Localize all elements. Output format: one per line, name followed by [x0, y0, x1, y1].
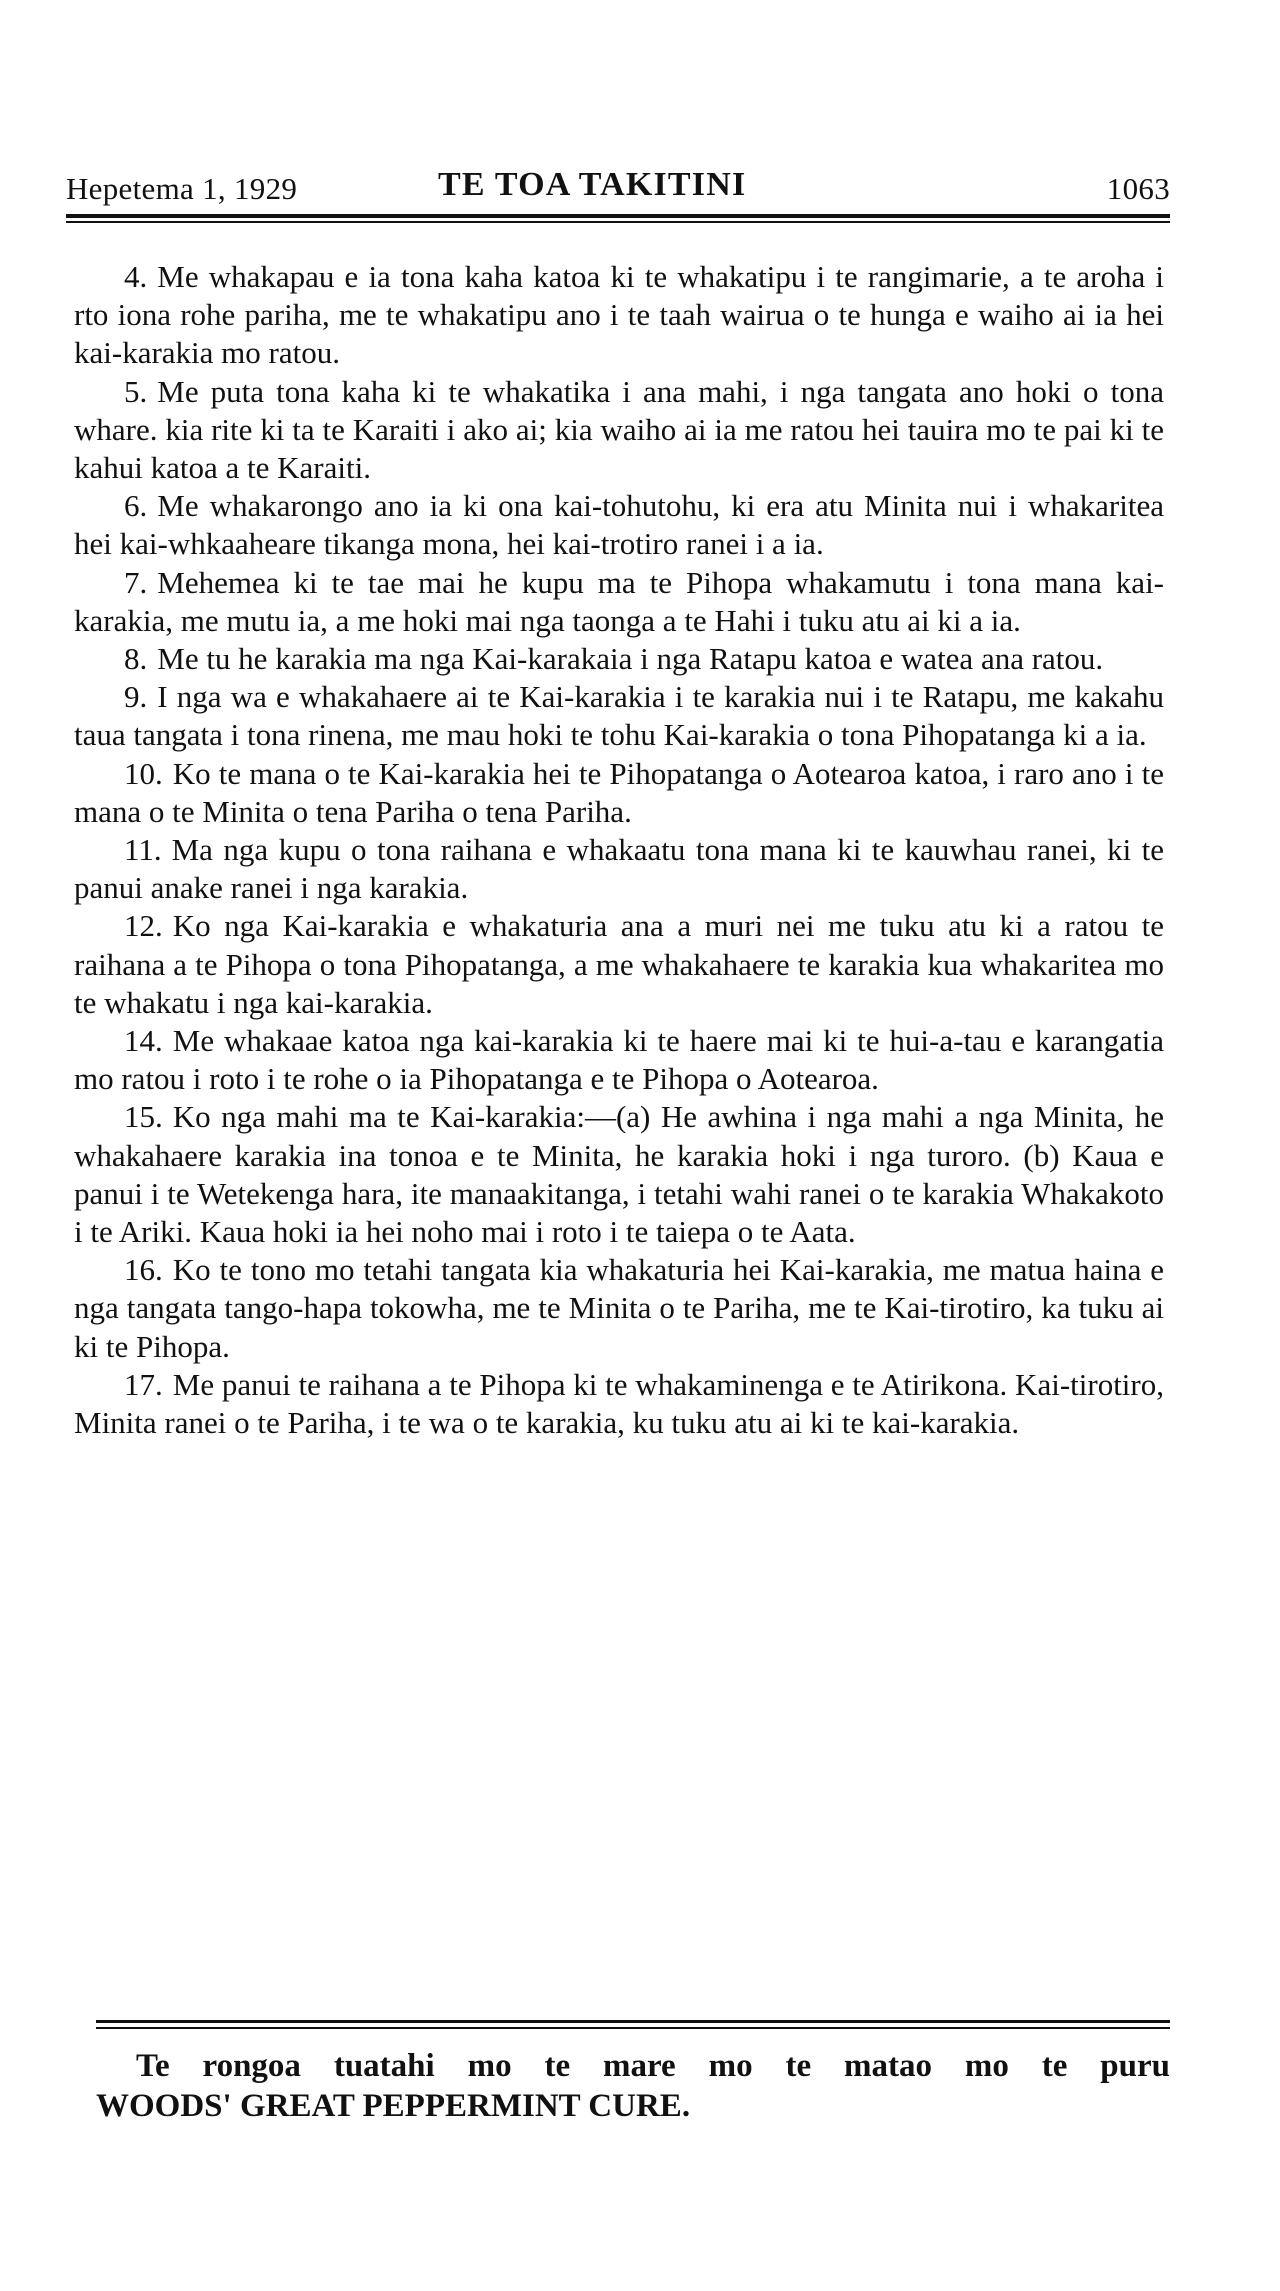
paragraph-number: 17.	[124, 1366, 163, 1402]
paragraph-text: Ko nga Kai-karakia e whakaturia ana a muri nei me tuku atu ki a ratou te raihana a te Pihopa o tona Pihopatanga, a me whakahaere te karakia kua whakaritea mo te whakatu i nga kai-karakia.	[74, 908, 1164, 1020]
paragraph-number: 10.	[124, 755, 163, 791]
paragraph-text: Me panui te raihana a te Pihopa ki te whakaminenga e te Atirikona. Kai-tirotiro, Minita ranei o te Pariha, i te wa o te karakia, ku tuku atu ai ki te kai-karakia.	[74, 1366, 1164, 1441]
paragraph-text: Ko nga mahi ma te Kai-karakia:—(a) He awhina i nga mahi a nga Minita, he whakahaere karakia ina tonoa e te Minita, he karakia hoki i nga turoro. (b) Kaua e panui i te Wetekenga hara, ite manaakitanga, i tetahi wahi ranei o te karakia Whakakoto i te Ariki. Kaua hoki ia hei noho mai i roto i te taiepa o te Aata.	[74, 1099, 1164, 1250]
paragraph-5	[74, 373, 1164, 488]
header-rule-thin	[66, 221, 1170, 223]
advertisement	[96, 2046, 1170, 2126]
issue-date: Hepetema 1, 1929	[66, 171, 298, 206]
paragraph-text: Me puta tona kaha ki te whakatika i ana mahi, i nga tangata ano hoki o tona whare. kia rite ki ta te Karaiti i ako ai; kia waiho ai ia me ratou hei tauira mo te pai ki te kahui katoa a te Karaiti.	[74, 373, 1164, 486]
paragraph-15	[74, 1098, 1164, 1251]
paragraph-text: I nga wa e whakahaere ai te Kai-karakia i te karakia nui i te Ratapu, me kakahu taua tangata i tona rinena, me mau hoki te tohu Kai-karakia o tona Pihopatanga ki a ia.	[74, 679, 1164, 753]
footer-rule-thin	[96, 2027, 1170, 2029]
paragraph-number: 16.	[124, 1252, 163, 1288]
footer-rule	[96, 2020, 1170, 2023]
advert-tagline: Te rongoa tuatahi mo te mare mo te matao mo te puru	[136, 2048, 1170, 2084]
paragraph-11	[74, 831, 1164, 907]
paragraph-10	[74, 755, 1164, 831]
paragraph-16	[74, 1251, 1164, 1366]
paragraph-text: Me whakarongo ano ia ki ona kai-tohutohu, ki era atu Minita nui i whakaritea hei kai-whkaaheare tikanga mona, hei kai-trotiro ranei i a ia.	[74, 488, 1164, 562]
paragraph-text: Me whakaae katoa nga kai-karakia ki te haere mai ki te hui-a-tau e karangatia mo ratou i roto i te rohe o ia Pihopatanga e te Pihopa o Aotearoa.	[74, 1023, 1164, 1097]
paragraph-number: 5.	[124, 373, 148, 409]
publication-title: TE TOA TAKITINI	[438, 166, 747, 203]
paragraph-text: Me whakapau e ia tona kaha katoa ki te whakatipu i te rangimarie, a te aroha i rto iona rohe pariha, me te whakatipu ano i te taah wairua o te hunga e waiho ai ia hei kai-karakia mo ratou.	[74, 259, 1164, 371]
paragraph-number: 15.	[124, 1099, 163, 1135]
paragraph-text: Ko te tono mo tetahi tangata kia whakaturia hei Kai-karakia, me matua haina e nga tangata tango-hapa tokowha, me te Minita o te Pariha, me te Kai-tirotiro, ka tuku ai ki te Pihopa.	[74, 1252, 1164, 1364]
paragraph-number: 11.	[124, 832, 162, 868]
paragraph-6	[74, 487, 1164, 563]
paragraph-text: Ma nga kupu o tona raihana e whakaatu tona mana ki te kauwhau ranei, ki te panui anake ranei i nga karakia.	[74, 832, 1164, 906]
paragraph-9	[74, 678, 1164, 754]
header-rule	[66, 214, 1170, 218]
paragraph-17	[74, 1366, 1164, 1442]
paragraph-number: 12.	[124, 908, 163, 944]
paragraph-number: 4.	[124, 259, 148, 294]
paragraph-4	[74, 258, 1164, 373]
page-header	[66, 164, 1170, 214]
advert-product-name: WOODS' GREAT PEPPERMINT CURE.	[96, 2088, 691, 2124]
paragraph-text: Me tu he karakia ma nga Kai-karakaia i nga Ratapu katoa e watea ana ratou.	[157, 641, 1104, 677]
paragraph-text: Ko te mana o te Kai-karakia hei te Pihopatanga o Aotearoa katoa, i raro ano i te mana o te Minita o tena Pariha o tena Pariha.	[74, 755, 1164, 829]
paragraph-text: Mehemea ki te tae mai he kupu ma te Pihopa whakamutu i tona mana kai-karakia, me mutu ia, a me hoki mai nga taonga a te Hahi i tuku atu ai ki a ia.	[74, 564, 1164, 638]
paragraph-number: 7.	[124, 564, 148, 600]
paragraph-14	[74, 1022, 1164, 1098]
paragraph-number: 8.	[124, 641, 148, 677]
paragraph-number: 14.	[124, 1023, 163, 1059]
article-body	[74, 258, 1164, 1442]
paragraph-8	[74, 640, 1164, 678]
page-number: 1063	[1106, 171, 1170, 206]
paragraph-7	[74, 564, 1164, 640]
paragraph-number: 9.	[124, 679, 148, 715]
paragraph-12	[74, 907, 1164, 1022]
paragraph-number: 6.	[124, 488, 148, 524]
